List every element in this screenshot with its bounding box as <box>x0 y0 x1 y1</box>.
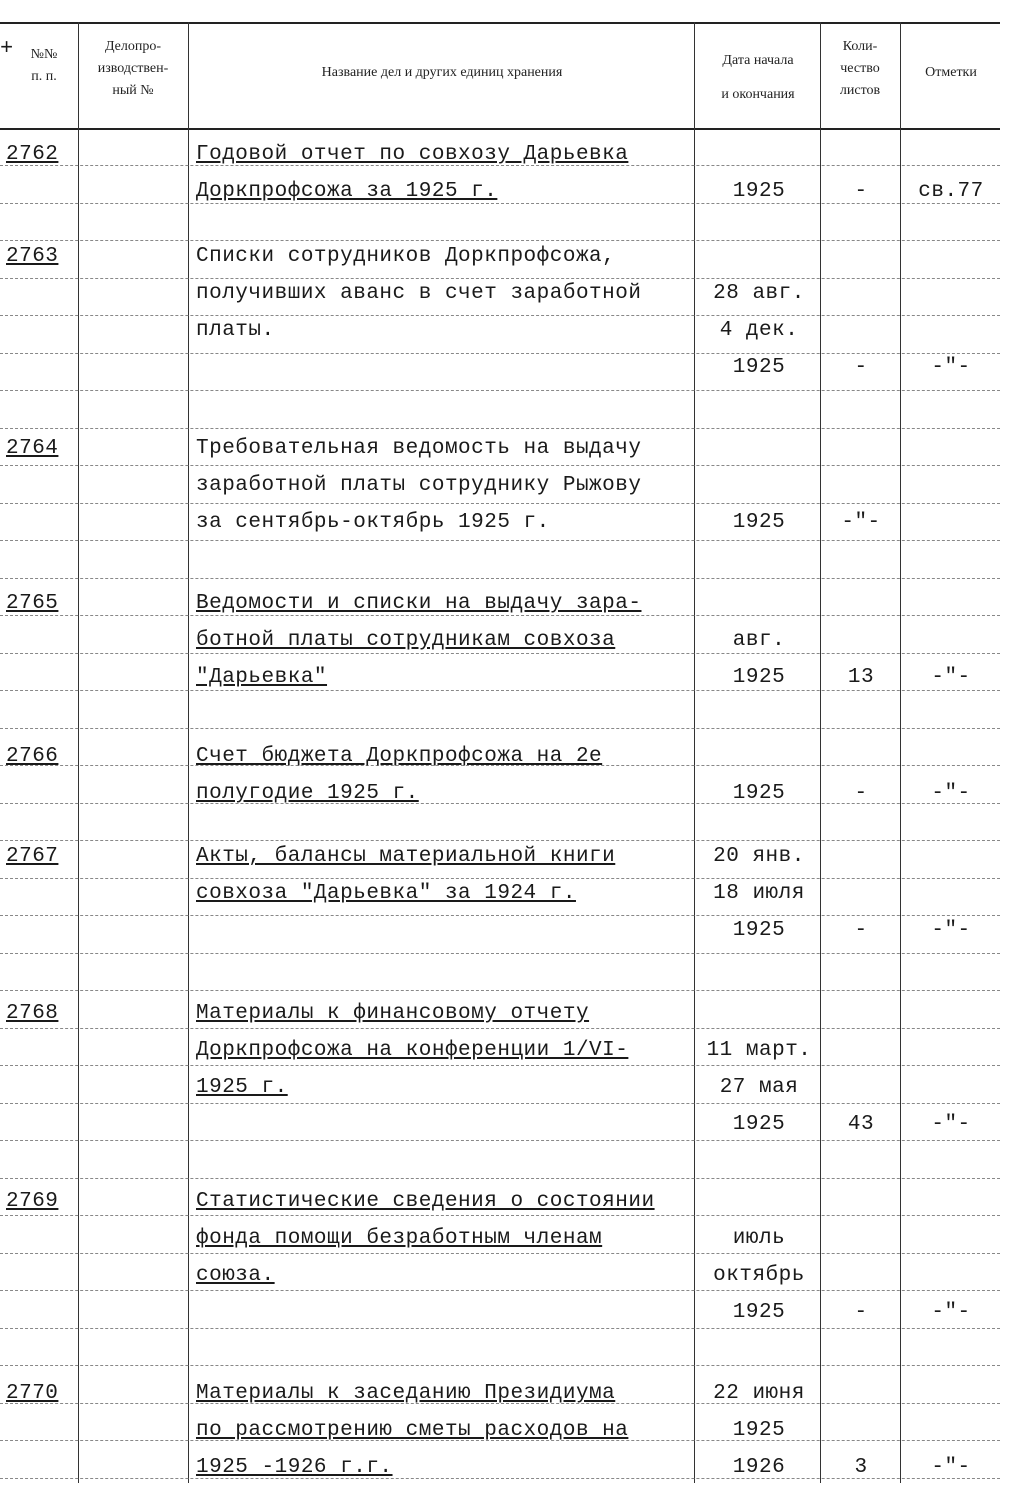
header-office-line1: Делопро- <box>104 39 162 54</box>
record-number: 2763 <box>6 245 59 268</box>
record-notes: -"- <box>931 782 971 805</box>
record-title-line: совхоза "Дарьевка" за 1924 г. <box>196 882 576 905</box>
record-date: июль <box>732 1227 786 1250</box>
record-title-line: по рассмотрению сметы расходов на <box>196 1419 629 1442</box>
record-title-line: платы. <box>196 319 275 342</box>
header-number <box>14 44 74 88</box>
column-divider <box>820 22 821 1483</box>
record-date: 1926 <box>732 1456 786 1479</box>
record-date: 1925 <box>732 666 786 689</box>
record-leaves: - <box>854 782 868 805</box>
record-title-line: за сентябрь-октябрь 1925 г. <box>196 511 550 534</box>
ruled-line <box>0 1103 1000 1104</box>
record-leaves: 13 <box>847 666 875 689</box>
header-dates-line1: Дата начала <box>722 53 794 68</box>
ruled-line <box>0 728 1000 729</box>
ruled-line <box>0 428 1000 429</box>
record-leaves: -"- <box>841 511 881 534</box>
margin-plus-mark: + <box>0 36 14 61</box>
record-notes: -"- <box>931 1301 971 1324</box>
record-title-line: 1925 -1926 г.г. <box>196 1456 393 1479</box>
ruled-line <box>0 578 1000 579</box>
record-title-line: Счет бюджета Доркпрофсожа на 2е <box>196 745 603 768</box>
record-title-line: Материалы к финансовому отчету <box>196 1002 590 1025</box>
record-title-line: заработной платы сотруднику Рыжову <box>196 474 642 497</box>
column-divider <box>78 22 79 1483</box>
record-title-line: Доркпрофсожа на конференции 1/VI- <box>196 1039 629 1062</box>
record-notes: св.77 <box>918 180 984 203</box>
ruled-line <box>0 1290 1000 1291</box>
record-title-line: фонда помощи безработным членам <box>196 1227 603 1250</box>
record-number: 2765 <box>6 592 59 615</box>
record-title-line: "Дарьевка" <box>196 666 328 689</box>
record-title-line: Требовательная ведомость на выдачу <box>196 437 642 460</box>
ruled-line <box>0 1365 1000 1366</box>
column-divider <box>694 22 695 1483</box>
header-office-line2: изводствен- <box>97 61 169 76</box>
record-leaves: 3 <box>854 1456 868 1479</box>
record-leaves: - <box>854 1301 868 1324</box>
record-date: 1925 <box>732 782 786 805</box>
record-leaves: - <box>854 356 868 379</box>
record-notes: -"- <box>931 919 971 942</box>
record-title-line: 1925 г. <box>196 1076 288 1099</box>
ruled-line <box>0 990 1000 991</box>
record-title-line: Статистические сведения о состоянии <box>196 1190 655 1213</box>
column-divider <box>900 22 901 1483</box>
header-leaves-line3: листов <box>839 83 881 98</box>
record-date: 1925 <box>732 919 786 942</box>
record-date: 1925 <box>732 180 786 203</box>
record-number: 2764 <box>6 437 59 460</box>
header-leaves-line2: чество <box>840 61 880 76</box>
record-date: 27 мая <box>719 1076 799 1099</box>
header-title: Название дел и других единиц хранения <box>321 65 563 80</box>
record-date: 20 янв. <box>713 845 805 868</box>
record-title-line: полугодие 1925 г. <box>196 782 419 805</box>
record-title-line: Годовой отчет по совхозу Дарьевка <box>196 143 629 166</box>
record-notes: -"- <box>931 666 971 689</box>
record-title-line: ботной платы сотрудникам совхоза <box>196 629 616 652</box>
record-date: октябрь <box>713 1264 805 1287</box>
header-dates-line2: и окончания <box>721 87 795 102</box>
record-date: 18 июля <box>713 882 805 905</box>
record-leaves: - <box>854 180 868 203</box>
record-notes: -"- <box>931 1456 971 1479</box>
record-title-line: союза. <box>196 1264 275 1287</box>
record-title-line: Ведомости и списки на выдачу зара- <box>196 592 642 615</box>
record-title-line: Доркпрофсожа за 1925 г. <box>196 180 498 203</box>
header-leaves-line1: Коли- <box>842 39 878 54</box>
record-date: 22 июня <box>713 1382 805 1405</box>
record-title-line: Списки сотрудников Доркпрофсожа, <box>196 245 616 268</box>
header-leaves <box>820 36 900 102</box>
record-leaves: - <box>854 919 868 942</box>
record-date: 1925 <box>732 356 786 379</box>
header-number-line2: п. п. <box>31 69 57 84</box>
column-divider <box>188 22 189 1483</box>
record-number: 2766 <box>6 745 59 768</box>
record-title-line: Акты, балансы материальной книги <box>196 845 616 868</box>
record-number: 2769 <box>6 1190 59 1213</box>
record-title-line: Материалы к заседанию Президиума <box>196 1382 616 1405</box>
record-number: 2770 <box>6 1382 59 1405</box>
record-date: 1925 <box>732 1113 786 1136</box>
ruled-line <box>0 953 1000 954</box>
record-notes: -"- <box>931 1113 971 1136</box>
record-title-line: получивших аванс в счет заработной <box>196 282 642 305</box>
header-dates <box>694 44 822 112</box>
record-date: 11 март. <box>706 1039 812 1062</box>
record-date: 4 дек. <box>719 319 799 342</box>
record-number: 2767 <box>6 845 59 868</box>
ruled-line <box>0 1178 1000 1179</box>
header-notes: Отметки <box>925 65 977 80</box>
header-office-line3: ный № <box>112 83 154 98</box>
record-date: авг. <box>732 629 786 652</box>
record-date: 1925 <box>732 511 786 534</box>
record-notes: -"- <box>931 356 971 379</box>
record-date: 28 авг. <box>713 282 805 305</box>
record-number: 2768 <box>6 1002 59 1025</box>
ruled-line <box>0 315 1000 316</box>
header-office-number <box>80 36 186 102</box>
record-date: 1925 <box>732 1419 786 1442</box>
ruled-line <box>0 390 1000 391</box>
header-number-line1: №№ <box>30 47 58 62</box>
record-number: 2762 <box>6 143 59 166</box>
record-date: 1925 <box>732 1301 786 1324</box>
record-leaves: 43 <box>847 1113 875 1136</box>
